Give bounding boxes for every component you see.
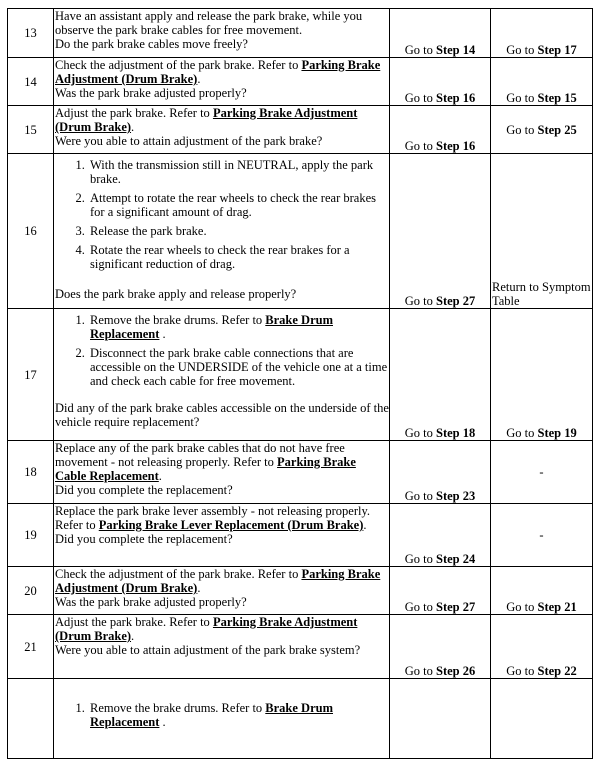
action-post: . xyxy=(158,469,162,483)
no-prefix: Go to xyxy=(506,91,538,105)
question-text: Did you complete the replacement? xyxy=(55,483,233,497)
no-step-link[interactable]: Step 15 xyxy=(537,91,577,105)
procedure-link[interactable]: Brake Drum Replacement xyxy=(90,701,333,729)
yes-step-link[interactable]: Step 27 xyxy=(436,294,476,308)
action-post: . xyxy=(131,629,135,643)
action-pre: Check the adjustment of the park brake. Refer to xyxy=(55,567,302,581)
yes-cell xyxy=(390,504,491,567)
diagnostic-table xyxy=(7,8,593,759)
action-post: . xyxy=(197,581,201,595)
question-text: Does the park brake apply and release properly? xyxy=(55,287,297,301)
list-item: 3. Release the park brake. xyxy=(88,224,389,238)
list-item: 1. With the transmission still in NEUTRAL, apply the park brake. xyxy=(88,158,389,186)
step-number: 14 xyxy=(8,58,54,106)
step-number: 20 xyxy=(8,567,54,615)
question-text: Was the park brake adjusted properly? xyxy=(55,86,247,100)
yes-prefix: Go to xyxy=(404,426,436,440)
yes-cell xyxy=(390,441,491,504)
step-number: 18 xyxy=(8,441,54,504)
action-pre: Replace the park brake lever assembly - not releasing properly. Refer to xyxy=(55,504,371,532)
yes-step-link[interactable]: Step 23 xyxy=(436,489,476,503)
no-step-link[interactable]: Step 25 xyxy=(537,122,577,137)
action-post: . xyxy=(363,518,367,532)
yes-step-link[interactable]: Step 14 xyxy=(436,43,476,57)
no-prefix: Go to xyxy=(506,426,538,440)
procedure-link[interactable]: Parking Brake Adjustment (Drum Brake) xyxy=(55,615,358,643)
action-cell xyxy=(54,504,390,567)
procedure-link[interactable]: Parking Brake Lever Replacement (Drum Brake) xyxy=(98,518,364,532)
return-to-symptom-table[interactable]: Return to Symptom Table xyxy=(492,280,591,308)
action-text: Have an assistant apply and release the park brake, while you observe the park brake cables for free movement. xyxy=(55,9,363,37)
table-row xyxy=(8,441,593,504)
yes-cell xyxy=(390,9,491,58)
action-text xyxy=(54,567,389,595)
yes-prefix: Go to xyxy=(404,600,436,614)
yes-cell xyxy=(390,309,491,441)
action-text xyxy=(54,504,389,532)
action-pre: Adjust the park brake. Refer to xyxy=(55,615,213,629)
question-text: Were you able to attain adjustment of the park brake system? xyxy=(55,643,361,657)
procedure-link[interactable]: Brake Drum Replacement xyxy=(90,313,333,341)
step-number xyxy=(8,679,54,759)
table-row xyxy=(8,9,593,58)
yes-step-link[interactable]: Step 16 xyxy=(436,139,476,153)
yes-cell xyxy=(390,106,491,154)
table-row xyxy=(8,309,593,441)
yes-cell xyxy=(390,154,491,309)
step-post: . xyxy=(159,327,166,341)
action-cell xyxy=(54,58,390,106)
table-row xyxy=(8,58,593,106)
procedure-steps xyxy=(54,313,389,388)
no-cell xyxy=(491,154,593,309)
yes-prefix: Go to xyxy=(404,91,436,105)
action-cell xyxy=(54,567,390,615)
action-pre: Check the adjustment of the park brake. Refer to xyxy=(55,58,302,72)
step-number: 21 xyxy=(8,615,54,679)
step-number: 15 xyxy=(8,106,54,154)
yes-step-link[interactable]: Step 24 xyxy=(436,552,476,566)
question-text: Were you able to attain adjustment of the park brake? xyxy=(55,134,323,148)
list-item: 4. Rotate the rear wheels to check the rear brakes for a significant reduction of drag. xyxy=(88,243,389,271)
procedure-link[interactable]: Parking Brake Adjustment (Drum Brake) xyxy=(55,567,381,595)
step-number: 13 xyxy=(8,9,54,58)
action-post: . xyxy=(131,120,135,134)
action-text xyxy=(54,441,389,483)
yes-prefix: Go to xyxy=(404,664,436,678)
no-cell xyxy=(491,679,593,759)
no-step-link[interactable]: Step 21 xyxy=(537,600,577,614)
procedure-steps xyxy=(54,158,389,271)
step-number: 17 xyxy=(8,309,54,441)
no-cell xyxy=(491,106,593,154)
yes-cell xyxy=(390,615,491,679)
question-text: Was the park brake adjusted properly? xyxy=(55,595,247,609)
no-cell xyxy=(491,504,593,567)
no-prefix: Go to xyxy=(506,43,538,57)
action-post: . xyxy=(197,72,201,86)
yes-prefix: Go to xyxy=(404,139,436,153)
yes-step-link[interactable]: Step 26 xyxy=(436,664,476,678)
no-cell xyxy=(491,615,593,679)
list-item: 2. Attempt to rotate the rear wheels to check the rear brakes for a significant amount of drag. xyxy=(88,191,389,219)
question-text: Did you complete the replacement? xyxy=(55,532,233,546)
procedure-link[interactable]: Parking Brake Adjustment (Drum Brake) xyxy=(55,58,381,86)
yes-prefix: Go to xyxy=(404,489,436,503)
procedure-link[interactable]: Parking Brake Cable Replacement xyxy=(55,455,356,483)
action-cell xyxy=(54,9,390,58)
question-text: Do the park brake cables move freely? xyxy=(55,37,248,51)
action-cell xyxy=(54,441,390,504)
action-pre: Adjust the park brake. Refer to xyxy=(55,106,213,120)
yes-prefix: Go to xyxy=(404,294,436,308)
no-prefix: Go to xyxy=(506,664,538,678)
procedure-steps xyxy=(54,701,389,729)
no-dash: - xyxy=(539,528,544,542)
table-row xyxy=(8,106,593,154)
action-cell xyxy=(54,154,390,309)
step-text: Remove the brake drums. Refer to xyxy=(90,313,266,327)
table-row xyxy=(8,154,593,309)
action-cell xyxy=(54,615,390,679)
step-number: 16 xyxy=(8,154,54,309)
no-step-link[interactable]: Step 22 xyxy=(537,664,577,678)
yes-cell xyxy=(390,58,491,106)
yes-prefix: Go to xyxy=(404,552,436,566)
yes-step-link[interactable]: Step 18 xyxy=(436,426,476,440)
no-step-link[interactable]: Step 19 xyxy=(537,426,577,440)
yes-prefix: Go to xyxy=(404,43,436,57)
table-row xyxy=(8,567,593,615)
step-post: . xyxy=(159,715,166,729)
yes-cell xyxy=(390,679,491,759)
no-cell xyxy=(491,309,593,441)
table-row xyxy=(8,615,593,679)
step-number: 19 xyxy=(8,504,54,567)
action-cell xyxy=(54,106,390,154)
no-dash: - xyxy=(539,465,544,479)
list-item xyxy=(88,701,389,729)
no-prefix: Go to xyxy=(506,122,538,137)
table-row xyxy=(8,504,593,567)
no-prefix: Go to xyxy=(506,600,538,614)
no-cell xyxy=(491,9,593,58)
action-text xyxy=(54,58,389,86)
action-cell xyxy=(54,679,390,759)
no-cell xyxy=(491,58,593,106)
list-item: 2. Disconnect the park brake cable connections that are accessible on the UNDERSIDE of the vehicle one at a time and check each cable for free movement. xyxy=(88,346,389,388)
action-text xyxy=(54,106,389,134)
yes-cell xyxy=(390,567,491,615)
procedure-link[interactable]: Parking Brake Adjustment (Drum Brake) xyxy=(55,106,358,134)
action-pre: Replace any of the park brake cables that do not have free movement - not releasing properly. Refer to xyxy=(55,441,345,469)
no-cell xyxy=(491,441,593,504)
no-cell xyxy=(491,567,593,615)
table-row xyxy=(8,679,593,759)
list-item xyxy=(88,313,389,341)
step-text: Remove the brake drums. Refer to xyxy=(90,701,266,715)
no-step-link[interactable]: Step 17 xyxy=(537,43,577,57)
action-cell xyxy=(54,309,390,441)
action-text xyxy=(54,615,389,643)
yes-step-link[interactable]: Step 16 xyxy=(436,91,476,105)
question-text: Did any of the park brake cables accessible on the underside of the vehicle require replacement? xyxy=(55,401,389,429)
yes-step-link[interactable]: Step 27 xyxy=(436,600,476,614)
